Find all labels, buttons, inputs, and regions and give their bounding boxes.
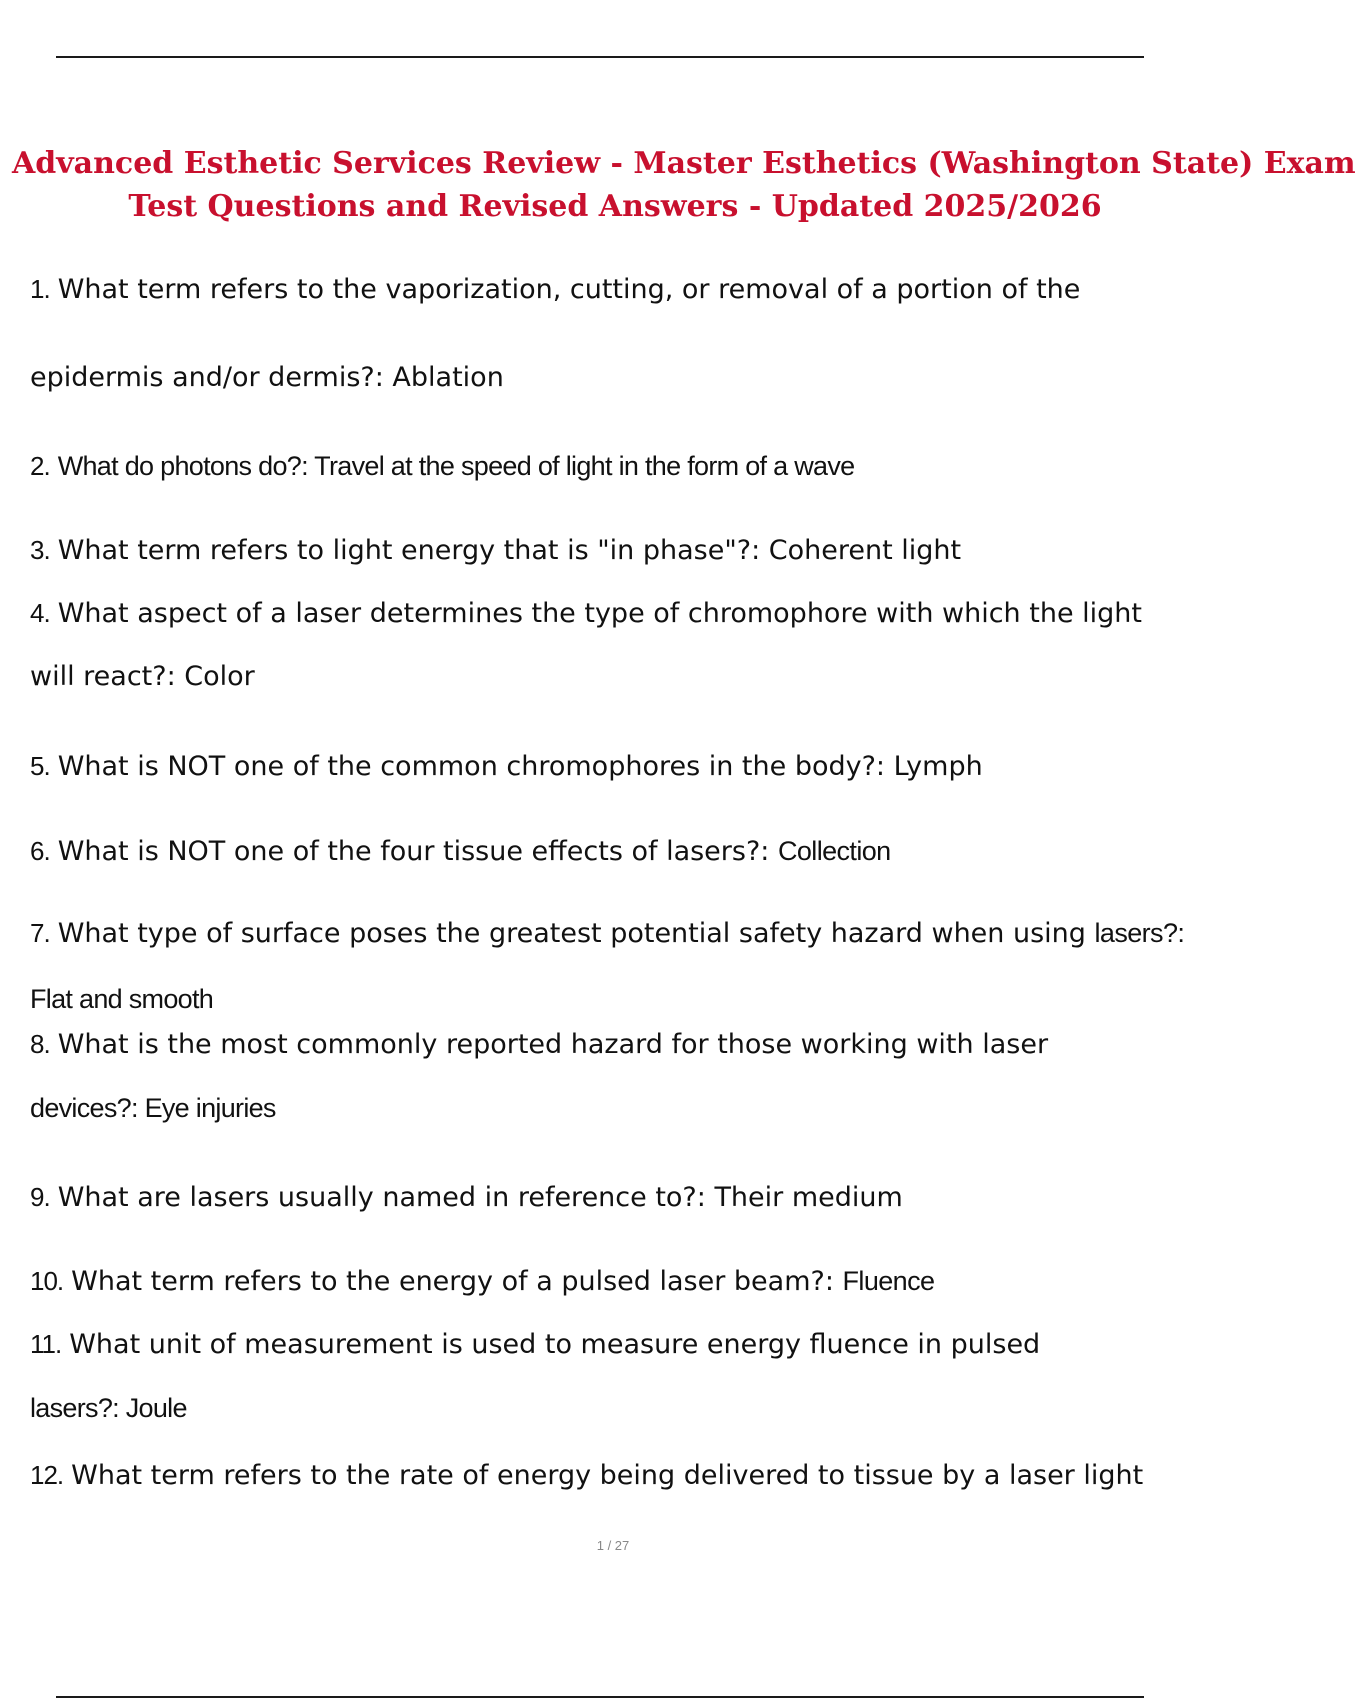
question-12 xyxy=(30,1458,1190,1493)
question-4-line-1 xyxy=(30,596,1190,631)
question-8-line-1 xyxy=(30,1027,1190,1062)
question-1-line-2 xyxy=(30,361,1190,395)
question-number: 8. xyxy=(30,1029,50,1059)
question-text-end: lasers?: xyxy=(1094,918,1185,948)
question-text: What is the most commonly reported hazard for those working with laser xyxy=(57,1029,1049,1060)
question-number: 3. xyxy=(30,535,50,565)
page-indicator: 1 / 27 xyxy=(596,1538,630,1553)
question-number: 7. xyxy=(30,918,50,948)
answer-text: Fluence xyxy=(842,1266,935,1296)
document-title xyxy=(0,142,1356,228)
question-text: What type of surface poses the greatest potential safety hazard when using xyxy=(57,918,1086,949)
answer-text: Collection xyxy=(777,836,891,866)
question-7-line-1 xyxy=(30,916,1190,951)
bottom-rule xyxy=(56,1696,1144,1698)
question-text-continued: epidermis and/or dermis?: Ablation xyxy=(30,362,504,393)
question-number: 4. xyxy=(30,598,50,628)
question-text-continued: devices?: Eye injuries xyxy=(30,1093,276,1123)
question-number: 9. xyxy=(30,1182,50,1212)
question-number: 10. xyxy=(30,1266,64,1296)
question-9 xyxy=(30,1180,1190,1215)
question-text-continued: lasers?: Joule xyxy=(30,1393,187,1423)
question-11-line-1 xyxy=(30,1327,1190,1362)
question-2 xyxy=(30,449,1190,483)
question-text: What is NOT one of the common chromophores in the body?: Lymph xyxy=(57,751,983,782)
question-text: What term refers to light energy that is "in phase"?: Coherent light xyxy=(57,535,962,566)
question-1-line-1 xyxy=(30,272,1190,307)
question-7-line-2 xyxy=(30,982,1190,1016)
question-4-line-2 xyxy=(30,660,1190,694)
question-text: What are lasers usually named in reference to?: Their medium xyxy=(57,1182,903,1213)
title-line-2: Test Questions and Revised Answers - Updated 2025/2026 xyxy=(128,189,1102,224)
question-8-line-2 xyxy=(30,1091,1190,1125)
question-11-line-2 xyxy=(30,1391,1190,1425)
question-number: 2. xyxy=(30,451,50,481)
question-text: What term refers to the energy of a pulsed laser beam?: xyxy=(71,1266,834,1297)
question-text: What is NOT one of the four tissue effects of lasers?: xyxy=(57,836,770,867)
question-text: What aspect of a laser determines the type of chromophore with which the light xyxy=(57,598,1142,629)
question-5 xyxy=(30,749,1190,784)
question-text: What term refers to the vaporization, cutting, or removal of a portion of the xyxy=(57,274,1081,305)
question-10 xyxy=(30,1264,1190,1299)
question-text-continued: will react?: Color xyxy=(30,661,255,692)
question-text: What unit of measurement is used to measure energy fluence in pulsed xyxy=(69,1329,1041,1360)
title-line-1: Advanced Esthetic Services Review - Master Esthetics (Washington State) Exam xyxy=(12,146,1356,181)
question-6 xyxy=(30,834,1190,869)
question-number: 5. xyxy=(30,751,50,781)
question-text: What term refers to the rate of energy being delivered to tissue by a laser light xyxy=(71,1460,1144,1491)
question-3 xyxy=(30,533,1190,568)
top-rule xyxy=(56,56,1144,58)
answer-text: Flat and smooth xyxy=(30,984,214,1014)
question-number: 12. xyxy=(30,1460,64,1490)
question-number: 11. xyxy=(30,1329,62,1359)
question-number: 1. xyxy=(30,274,50,304)
question-number: 6. xyxy=(30,836,50,866)
question-text: What do photons do?: Travel at the speed of light in the form of a wave xyxy=(57,451,855,481)
